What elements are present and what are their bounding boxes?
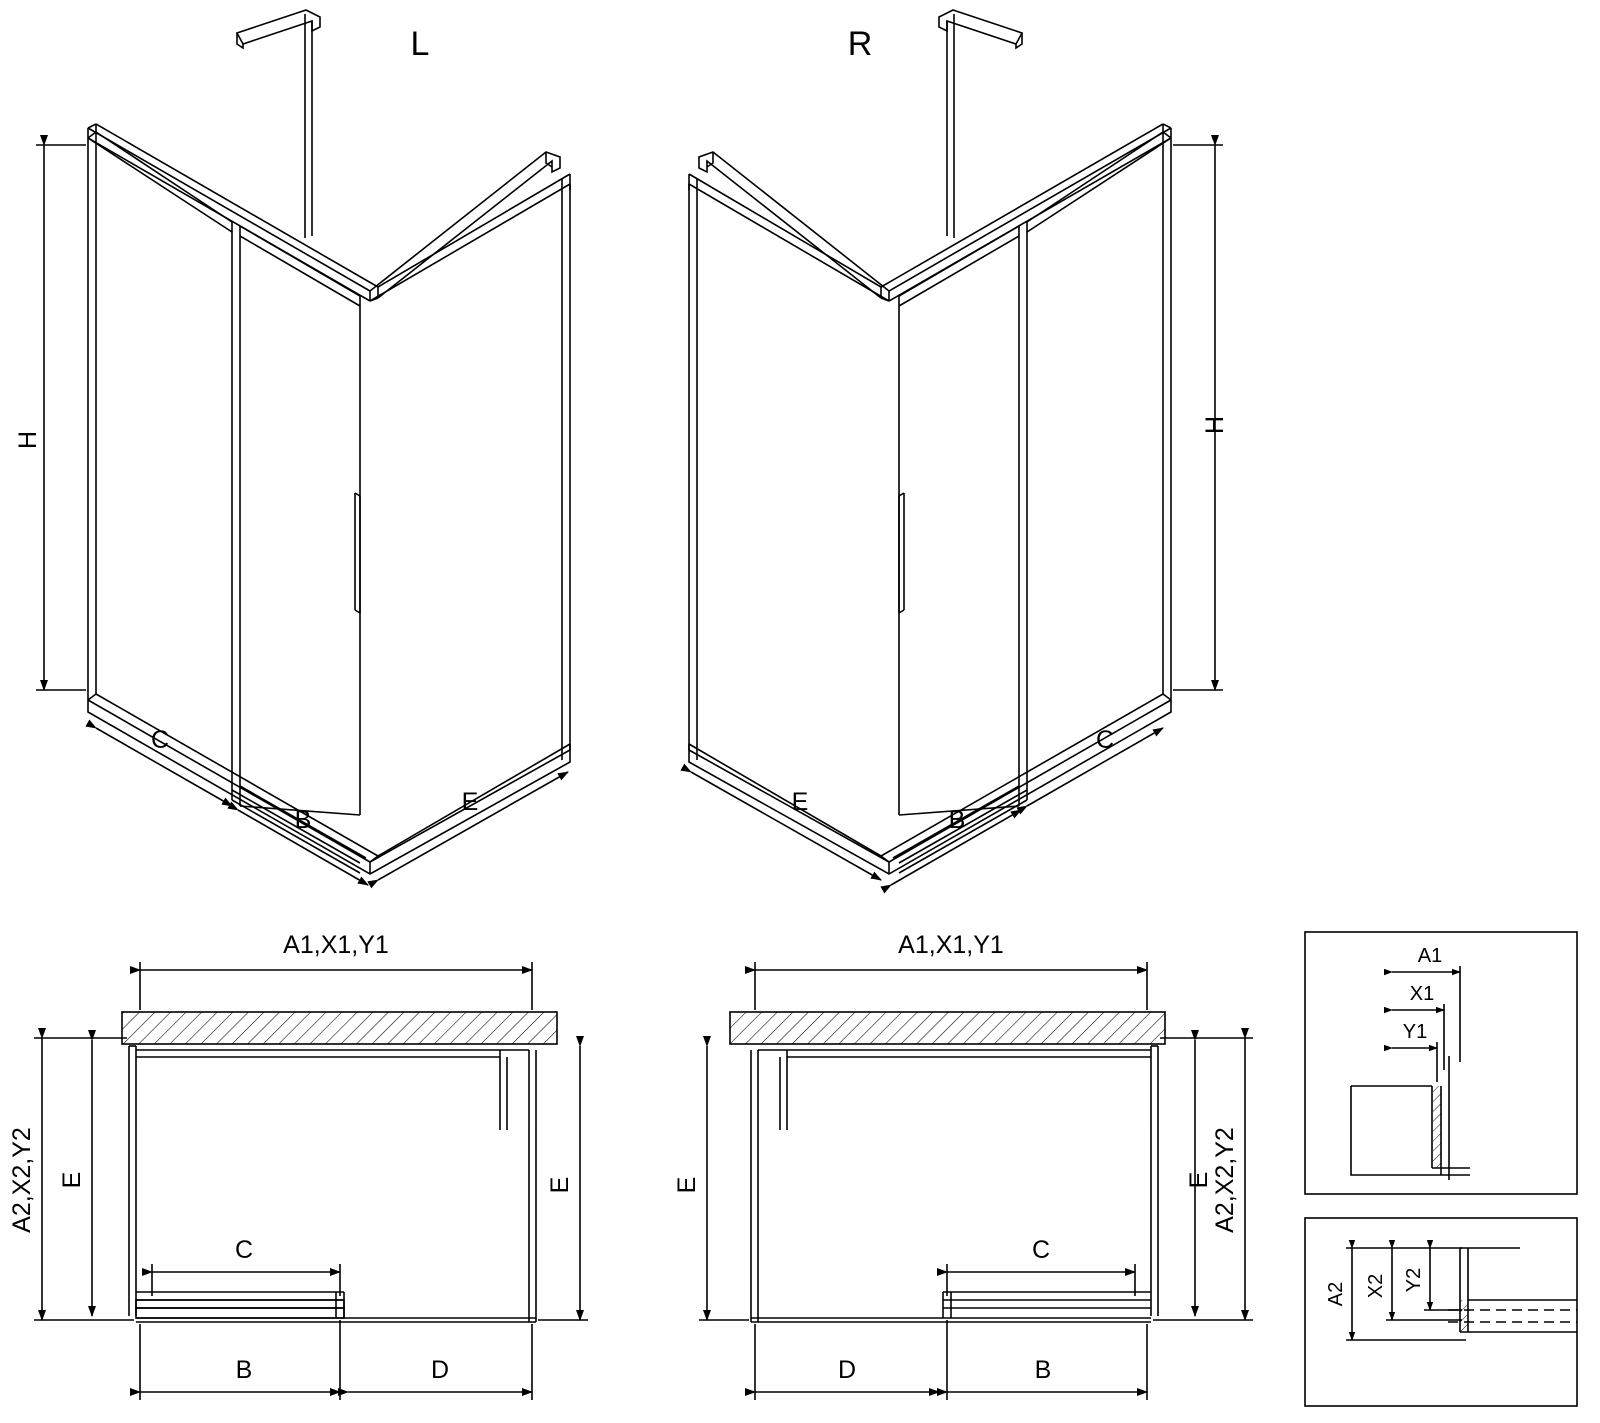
iso-right-dim-B: B [948, 806, 966, 834]
iso-left-dim-B: B [294, 806, 312, 834]
plan-left-dim-A1X1Y1: A1,X1,Y1 [283, 931, 389, 959]
plan-view-left [8, 931, 588, 1400]
iso-right-dim-C: C [1095, 726, 1115, 754]
plan-left-dim-E-right: E [546, 1176, 574, 1194]
plan-right-dim-A1X1Y1: A1,X1,Y1 [898, 931, 1004, 959]
iso-left-dim-C: C [150, 726, 170, 754]
plan-right-dim-A2X2Y2: A2,X2,Y2 [1211, 1127, 1239, 1233]
iso-right-dim-H: H [1201, 415, 1229, 435]
detail-view-bottom [1305, 1218, 1577, 1406]
detail-view-top [1305, 932, 1577, 1194]
plan-left-dim-D: D [430, 1356, 450, 1384]
variant-label-right: R [847, 25, 873, 63]
detail-bottom-label-X2: X2 [1365, 1273, 1387, 1299]
iso-view-right [689, 10, 1229, 885]
plan-right-dim-D: D [837, 1356, 857, 1384]
plan-view-right [673, 931, 1253, 1400]
detail-bottom-label-A2: A2 [1325, 1281, 1347, 1307]
detail-top-label-Y1: Y1 [1402, 1021, 1428, 1043]
plan-left-dim-C: C [234, 1236, 254, 1264]
plan-right-dim-C: C [1031, 1236, 1051, 1264]
plan-left-dim-B: B [235, 1356, 253, 1384]
plan-right-dim-B: B [1034, 1356, 1052, 1384]
iso-left-dim-E: E [461, 788, 479, 816]
variant-label-left: L [410, 25, 430, 63]
iso-view-left [14, 10, 570, 885]
iso-left-dim-H: H [14, 430, 42, 450]
detail-top-label-A1: A1 [1417, 945, 1443, 967]
plan-left-dim-E-left: E [58, 1171, 86, 1189]
plan-right-dim-E-right: E [1185, 1171, 1213, 1189]
detail-bottom-label-Y2: Y2 [1403, 1267, 1425, 1293]
detail-top-label-X1: X1 [1409, 983, 1435, 1005]
plan-right-dim-E-left: E [673, 1176, 701, 1194]
plan-left-dim-A2X2Y2: A2,X2,Y2 [8, 1127, 36, 1233]
iso-right-dim-E: E [791, 788, 809, 816]
